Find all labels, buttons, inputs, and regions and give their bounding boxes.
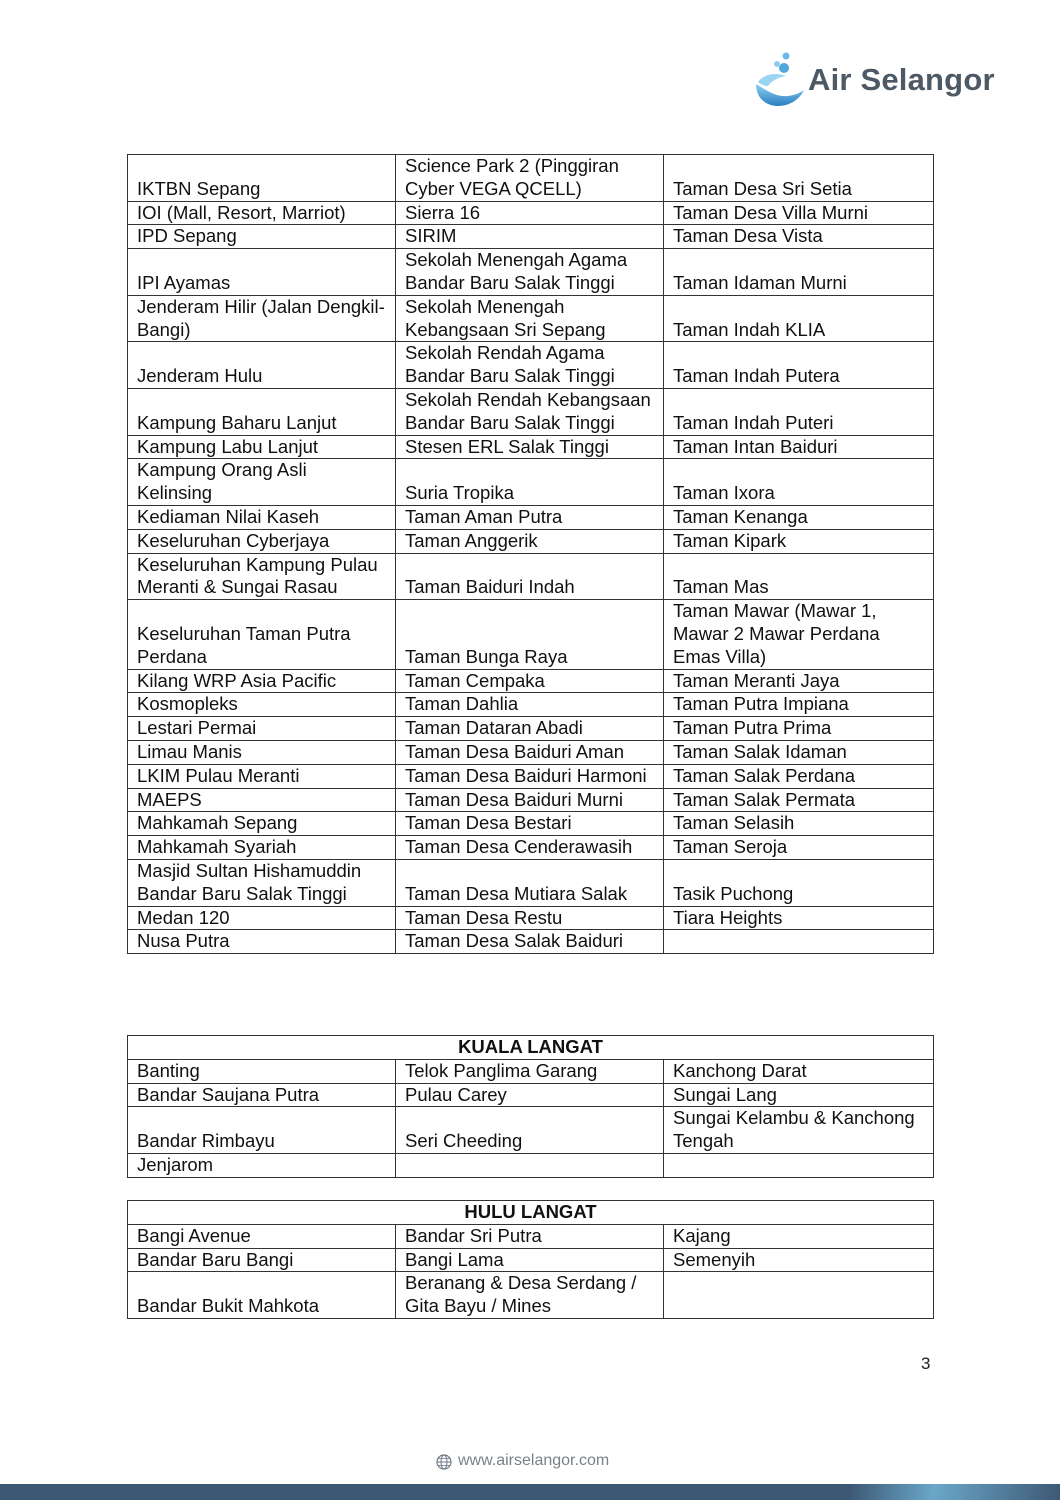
table-cell: Taman Salak Permata	[664, 788, 934, 812]
table-cell: Seri Cheeding	[396, 1107, 664, 1154]
table-cell: Sierra 16	[396, 201, 664, 225]
table-cell: Taman Dahlia	[396, 693, 664, 717]
table-cell: MAEPS	[128, 788, 396, 812]
table-cell: Sungai Lang	[664, 1083, 934, 1107]
table-row	[128, 553, 934, 600]
table-cell: Taman Desa Restu	[396, 906, 664, 930]
table-row	[128, 906, 934, 930]
table-row	[128, 930, 934, 954]
table-cell: Bandar Sri Putra	[396, 1224, 664, 1248]
table-cell: Sekolah Menengah Kebangsaan Sri Sepang	[396, 295, 664, 342]
table-cell: Taman Selasih	[664, 812, 934, 836]
table-cell	[664, 1272, 934, 1319]
table-cell	[396, 1153, 664, 1177]
logo-text: Air Selangor	[808, 62, 995, 97]
table-cell: Taman Kipark	[664, 529, 934, 553]
table-cell: Taman Anggerik	[396, 529, 664, 553]
table-cell: Taman Idaman Murni	[664, 249, 934, 296]
section-title-kuala-langat: KUALA LANGAT	[128, 1036, 934, 1060]
table-cell: Keseluruhan Taman Putra Perdana	[128, 600, 396, 669]
hulu-langat-table	[127, 1200, 934, 1319]
table-cell: Taman Intan Baiduri	[664, 435, 934, 459]
table-cell: Taman Desa Bestari	[396, 812, 664, 836]
table-cell: Taman Putra Prima	[664, 717, 934, 741]
table-cell: Taman Desa Mutiara Salak	[396, 859, 664, 906]
table-cell: Lestari Permai	[128, 717, 396, 741]
table-cell: Taman Indah KLIA	[664, 295, 934, 342]
table-cell: Taman Meranti Jaya	[664, 669, 934, 693]
table-cell: Kampung Labu Lanjut	[128, 435, 396, 459]
table-cell	[664, 930, 934, 954]
table-cell: Sekolah Rendah Kebangsaan Bandar Baru Salak Tinggi	[396, 388, 664, 435]
table-cell: Taman Desa Baiduri Murni	[396, 788, 664, 812]
table-cell: IPD Sepang	[128, 225, 396, 249]
table-cell: Keseluruhan Cyberjaya	[128, 529, 396, 553]
table-cell: Bangi Avenue	[128, 1224, 396, 1248]
table-cell: IKTBN Sepang	[128, 155, 396, 202]
table-row	[128, 669, 934, 693]
table-row	[128, 1083, 934, 1107]
table-cell: Bandar Rimbayu	[128, 1107, 396, 1154]
kuala-langat-table-body	[128, 1059, 934, 1177]
table-cell: Bandar Baru Bangi	[128, 1248, 396, 1272]
table-cell: Kajang	[664, 1224, 934, 1248]
air-selangor-logo	[750, 50, 1020, 110]
table-row	[128, 812, 934, 836]
table-row	[128, 388, 934, 435]
table-cell: Keseluruhan Kampung Pulau Meranti & Sungai Rasau	[128, 553, 396, 600]
table-row	[128, 201, 934, 225]
table-cell: Stesen ERL Salak Tinggi	[396, 435, 664, 459]
table-cell: Kilang WRP Asia Pacific	[128, 669, 396, 693]
table-cell: Taman Seroja	[664, 836, 934, 860]
table-cell: Bangi Lama	[396, 1248, 664, 1272]
table-row	[128, 295, 934, 342]
table-cell: Sekolah Menengah Agama Bandar Baru Salak Tinggi	[396, 249, 664, 296]
table-cell: Mahkamah Sepang	[128, 812, 396, 836]
table-cell: Taman Baiduri Indah	[396, 553, 664, 600]
table-row	[128, 764, 934, 788]
table-row	[128, 717, 934, 741]
table-cell: Taman Bunga Raya	[396, 600, 664, 669]
table-cell: Nusa Putra	[128, 930, 396, 954]
table-cell: Taman Ixora	[664, 459, 934, 506]
website-link[interactable]: www.airselangor.com	[458, 1452, 610, 1469]
table-cell: Taman Salak Perdana	[664, 764, 934, 788]
table-cell: Taman Aman Putra	[396, 505, 664, 529]
table-cell: Taman Dataran Abadi	[396, 717, 664, 741]
kuala-langat-table	[127, 1035, 934, 1178]
table-cell: Taman Desa Vista	[664, 225, 934, 249]
table-cell	[664, 1153, 934, 1177]
section-title-hulu-langat: HULU LANGAT	[128, 1201, 934, 1225]
table-cell: Semenyih	[664, 1248, 934, 1272]
footer-bar-accent	[850, 1484, 1060, 1500]
table-cell: IOI (Mall, Resort, Marriot)	[128, 201, 396, 225]
table-cell: Taman Indah Puteri	[664, 388, 934, 435]
sepang-areas-table	[127, 154, 934, 954]
table-cell: Mahkamah Syariah	[128, 836, 396, 860]
table-cell: Jenderam Hulu	[128, 342, 396, 389]
table-row	[128, 435, 934, 459]
table-cell: Taman Desa Villa Murni	[664, 201, 934, 225]
table-row	[128, 505, 934, 529]
table-row	[128, 1153, 934, 1177]
table-cell: LKIM Pulau Meranti	[128, 764, 396, 788]
table-row	[128, 1224, 934, 1248]
table-cell: Taman Desa Baiduri Harmoni	[396, 764, 664, 788]
table-cell: Tiara Heights	[664, 906, 934, 930]
water-drop-icon	[750, 50, 810, 110]
table-cell: Kosmopleks	[128, 693, 396, 717]
table-cell: Limau Manis	[128, 740, 396, 764]
table-row	[128, 600, 934, 669]
table-cell: Kampung Baharu Lanjut	[128, 388, 396, 435]
table-row	[128, 459, 934, 506]
table-cell: Banting	[128, 1059, 396, 1083]
table-cell: Telok Panglima Garang	[396, 1059, 664, 1083]
table-row	[128, 342, 934, 389]
table-cell: Jenderam Hilir (Jalan Dengkil-Bangi)	[128, 295, 396, 342]
table-cell: Taman Indah Putera	[664, 342, 934, 389]
table-row	[128, 529, 934, 553]
table-cell: Kanchong Darat	[664, 1059, 934, 1083]
table-cell: Taman Desa Salak Baiduri	[396, 930, 664, 954]
table-cell: Taman Putra Impiana	[664, 693, 934, 717]
table-cell: Beranang & Desa Serdang / Gita Bayu / Mines	[396, 1272, 664, 1319]
table-row	[128, 693, 934, 717]
globe-icon	[436, 1454, 452, 1470]
table-row	[128, 859, 934, 906]
table-cell: Taman Desa Baiduri Aman	[396, 740, 664, 764]
table-row	[128, 836, 934, 860]
hulu-langat-table-body	[128, 1224, 934, 1318]
table-row	[128, 740, 934, 764]
table-cell: Bandar Bukit Mahkota	[128, 1272, 396, 1319]
table-row	[128, 1059, 934, 1083]
table-cell: Taman Desa Sri Setia	[664, 155, 934, 202]
table-cell: Jenjarom	[128, 1153, 396, 1177]
page-number: 3	[921, 1354, 931, 1373]
table-row	[128, 1272, 934, 1319]
table-cell: Taman Kenanga	[664, 505, 934, 529]
table-cell: Suria Tropika	[396, 459, 664, 506]
table-cell: Taman Salak Idaman	[664, 740, 934, 764]
table-row	[128, 155, 934, 202]
table-cell: Tasik Puchong	[664, 859, 934, 906]
table-row	[128, 249, 934, 296]
table-row	[128, 225, 934, 249]
table-cell: Science Park 2 (Pinggiran Cyber VEGA QCELL)	[396, 155, 664, 202]
table-cell: Pulau Carey	[396, 1083, 664, 1107]
table-row	[128, 1248, 934, 1272]
table-cell: Kediaman Nilai Kaseh	[128, 505, 396, 529]
table-row	[128, 1107, 934, 1154]
table-cell: IPI Ayamas	[128, 249, 396, 296]
table-cell: Taman Mawar (Mawar 1, Mawar 2 Mawar Perdana Emas Villa)	[664, 600, 934, 669]
table-cell: Taman Desa Cenderawasih	[396, 836, 664, 860]
table-cell: SIRIM	[396, 225, 664, 249]
table-cell: Medan 120	[128, 906, 396, 930]
table-cell: Taman Cempaka	[396, 669, 664, 693]
table-cell: Bandar Saujana Putra	[128, 1083, 396, 1107]
table-row	[128, 788, 934, 812]
sepang-table-body	[128, 155, 934, 954]
table-cell: Taman Mas	[664, 553, 934, 600]
table-cell: Kampung Orang Asli Kelinsing	[128, 459, 396, 506]
table-cell: Sekolah Rendah Agama Bandar Baru Salak Tinggi	[396, 342, 664, 389]
table-cell: Masjid Sultan Hishamuddin Bandar Baru Salak Tinggi	[128, 859, 396, 906]
table-cell: Sungai Kelambu & Kanchong Tengah	[664, 1107, 934, 1154]
